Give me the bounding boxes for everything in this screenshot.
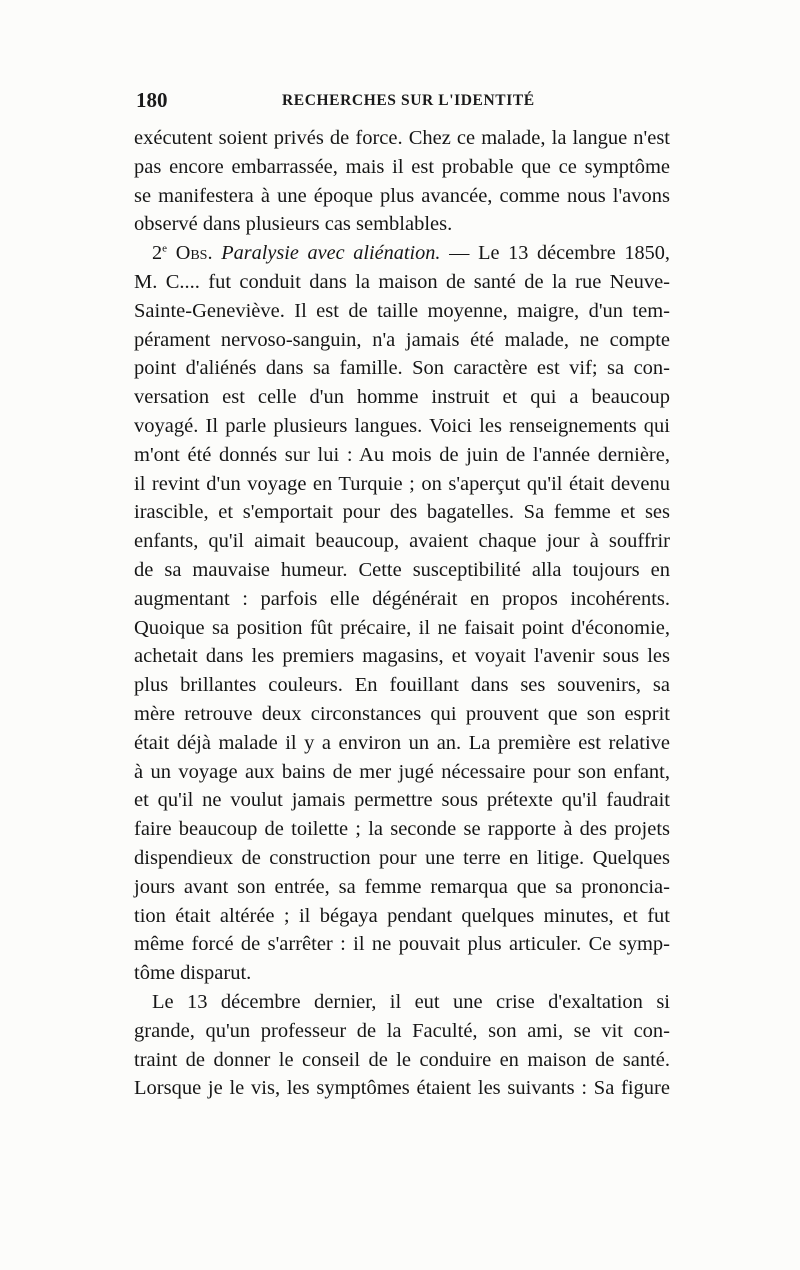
observation-number: 2 — [152, 242, 163, 265]
text-line: versation est celle d'un homme instruit et qui a beaucoup — [134, 386, 670, 409]
observation-heading-line — [134, 239, 670, 268]
text-line: dispendieux de construction pour une terre en litige. Quelques — [134, 846, 670, 869]
text-line: Lorsque je le vis, les symptômes étaient les suivants : Sa figure — [134, 1077, 670, 1100]
text-line: observé dans plusieurs cas semblables. — [134, 213, 453, 236]
text-line: faire beaucoup de toilette ; la seconde se rapporte à des projets — [134, 818, 670, 841]
text-line: voyagé. Il parle plusieurs langues. Voici les renseignements qui — [134, 414, 670, 437]
text-line: m'ont été donnés sur lui : Au mois de juin de l'année dernière, — [134, 443, 670, 466]
text-line: pérament nervoso-sanguin, n'a jamais été malade, ne compte — [134, 328, 670, 351]
text-line: Sainte-Geneviève. Il est de taille moyenne, maigre, d'un tem- — [134, 299, 670, 322]
body-text — [134, 124, 670, 1103]
observation-date: — Le 13 décembre 1850, — [440, 242, 670, 265]
text-line: augmentant : parfois elle dégénérait en propos incohérents. — [134, 587, 670, 610]
text-line: de sa mauvaise humeur. Cette susceptibilité alla toujours en — [134, 558, 670, 581]
page-number: 180 — [136, 88, 168, 112]
text-line: Quoique sa position fût précaire, il ne faisait point d'économie, — [134, 616, 670, 639]
text-line: achetait dans les premiers magasins, et voyait l'avenir sous les — [134, 645, 670, 668]
text-line: se manifestera à une époque plus avancée, comme nous l'avons — [134, 184, 670, 207]
text-line: était déjà malade il y a environ un an. La première est relative — [134, 731, 670, 754]
text-line: et qu'il ne voulut jamais permettre sous prétexte qu'il faudrait — [134, 789, 670, 812]
text-line: enfants, qu'il aimait beaucoup, avaient chaque jour à souffrir — [134, 530, 670, 553]
observation-title: Paralysie avec aliénation. — [221, 242, 441, 265]
text-line: même forcé de s'arrêter : il ne pouvait plus articuler. Ce symp- — [134, 933, 670, 956]
observation-label: Obs. — [175, 242, 213, 265]
text-line: exécutent soient privés de force. Chez ce malade, la langue n'est — [134, 127, 670, 149]
text-line: jours avant son entrée, sa femme remarqua que sa prononcia- — [134, 875, 670, 898]
text-line: il revint d'un voyage en Turquie ; on s'aperçut qu'il était devenu — [134, 472, 670, 495]
text-line: plus brillantes couleurs. En fouillant dans ses souvenirs, sa — [134, 674, 670, 697]
text-line: à un voyage aux bains de mer jugé nécessaire pour son enfant, — [134, 760, 670, 783]
observation-number-suffix: e — [162, 242, 168, 255]
text-line: pas encore embarrassée, mais il est probable que ce symptôme — [134, 155, 670, 178]
text-line: irascible, et s'emportait pour des bagatelles. Sa femme et ses — [134, 501, 670, 524]
running-head — [134, 88, 670, 118]
text-line: grande, qu'un professeur de la Faculté, son ami, se vit con- — [134, 1019, 670, 1042]
text-line: mère retrouve deux circonstances qui prouvent que son esprit — [134, 702, 670, 725]
text-line: tion était altérée ; il bégaya pendant quelques minutes, et fut — [134, 904, 670, 927]
text-line: tôme disparut. — [134, 962, 252, 985]
running-head-title: RECHERCHES SUR L'IDENTITÉ — [282, 92, 535, 109]
text-line: point d'aliénés dans sa famille. Son caractère est vif; sa con- — [134, 357, 670, 380]
text-line: Le 13 décembre dernier, il eut une crise d'exaltation si — [152, 990, 670, 1013]
text-line: traint de donner le conseil de le conduire en maison de santé. — [134, 1048, 670, 1071]
text-line: M. C.... fut conduit dans la maison de santé de la rue Neuve- — [134, 270, 670, 293]
